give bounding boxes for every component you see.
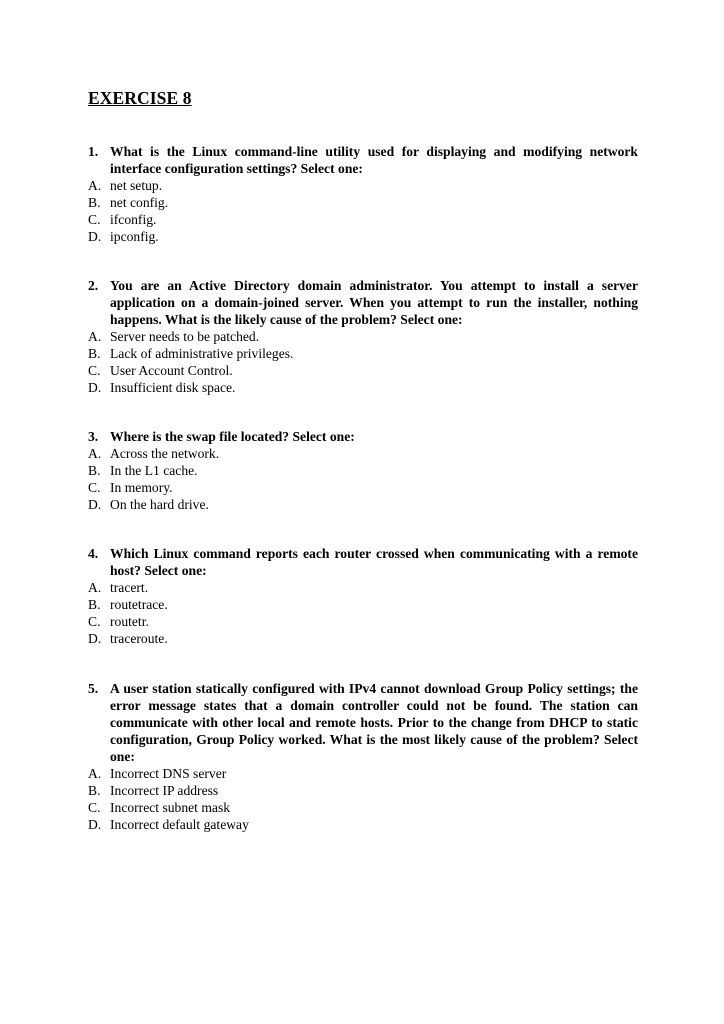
question-stem [88, 680, 638, 765]
option-letter: D. [88, 817, 102, 832]
option-letter: A. [88, 446, 102, 461]
option-text: ifconfig. [110, 212, 157, 227]
option-text: net config. [110, 195, 169, 210]
option-letter: C. [88, 614, 101, 629]
question-3 [88, 428, 638, 513]
option-letter: B. [88, 346, 101, 361]
option-text: Incorrect subnet mask [110, 800, 231, 815]
answer-option [88, 799, 638, 816]
option-letter: A. [88, 580, 102, 595]
option-letter: A. [88, 178, 102, 193]
answer-options [88, 177, 638, 245]
option-letter: B. [88, 783, 101, 798]
answer-option [88, 765, 638, 782]
answer-option [88, 579, 638, 596]
answer-options [88, 579, 638, 647]
question-2 [88, 277, 638, 396]
answer-option [88, 462, 638, 479]
answer-option [88, 345, 638, 362]
answer-option [88, 177, 638, 194]
answer-option [88, 613, 638, 630]
option-text: In the L1 cache. [110, 463, 198, 478]
option-text: Server needs to be patched. [110, 329, 260, 344]
option-letter: B. [88, 463, 101, 478]
option-text: Incorrect IP address [110, 783, 219, 798]
option-text: traceroute. [110, 631, 168, 646]
question-stem [88, 277, 638, 328]
answer-option [88, 630, 638, 647]
option-text: User Account Control. [110, 363, 233, 378]
answer-option [88, 379, 638, 396]
answer-option [88, 782, 638, 799]
answer-option [88, 228, 638, 245]
question-4 [88, 545, 638, 647]
question-stem [88, 545, 638, 579]
option-letter: D. [88, 497, 102, 512]
option-letter: D. [88, 229, 102, 244]
question-text: A user station statically configured with IPv4 cannot download Group Policy settings; the error message states that a domain controller could not be found. The station can communicate with other local and remote hosts. Prior to the change from DHCP to static configuration, Group Policy worked. What is the most likely cause of the problem? Select one: [110, 681, 638, 764]
answer-option [88, 496, 638, 513]
option-letter: C. [88, 480, 101, 495]
option-text: Incorrect default gateway [110, 817, 249, 832]
question-1 [88, 143, 638, 245]
question-number: 5. [88, 681, 99, 696]
answer-option [88, 596, 638, 613]
option-text: routetr. [110, 614, 149, 629]
question-5 [88, 680, 638, 833]
answer-options [88, 765, 638, 833]
option-text: Across the network. [110, 446, 220, 461]
option-letter: B. [88, 597, 101, 612]
answer-option [88, 445, 638, 462]
question-number: 1. [88, 144, 99, 159]
option-letter: A. [88, 329, 102, 344]
answer-option [88, 362, 638, 379]
question-text: What is the Linux command-line utility used for displaying and modifying network interface configuration settings? Select one: [110, 144, 638, 176]
option-text: Lack of administrative privileges. [110, 346, 294, 361]
question-text: You are an Active Directory domain administrator. You attempt to install a server application on a domain-joined server. When you attempt to run the installer, nothing happens. What is the likely cause of the problem? Select one: [110, 278, 638, 327]
option-text: In memory. [110, 480, 173, 495]
option-letter: B. [88, 195, 101, 210]
answer-options [88, 328, 638, 396]
option-letter: C. [88, 212, 101, 227]
option-letter: D. [88, 631, 102, 646]
option-letter: C. [88, 800, 101, 815]
option-letter: D. [88, 380, 102, 395]
question-text: Where is the swap file located? Select one: [110, 429, 355, 444]
question-number: 3. [88, 429, 99, 444]
option-text: routetrace. [110, 597, 168, 612]
question-number: 4. [88, 546, 99, 561]
option-letter: A. [88, 766, 102, 781]
option-text: tracert. [110, 580, 149, 595]
question-stem [88, 143, 638, 177]
answer-option [88, 211, 638, 228]
answer-options [88, 445, 638, 513]
answer-option [88, 479, 638, 496]
option-letter: C. [88, 363, 101, 378]
answer-option [88, 328, 638, 345]
question-number: 2. [88, 278, 99, 293]
question-stem [88, 428, 638, 445]
option-text: Insufficient disk space. [110, 380, 236, 395]
answer-option [88, 816, 638, 833]
option-text: Incorrect DNS server [110, 766, 227, 781]
option-text: net setup. [110, 178, 163, 193]
option-text: ipconfig. [110, 229, 159, 244]
option-text: On the hard drive. [110, 497, 209, 512]
exercise-title: EXERCISE 8 [88, 88, 192, 108]
answer-option [88, 194, 638, 211]
question-text: Which Linux command reports each router crossed when communicating with a remote host? Select one: [110, 546, 638, 578]
